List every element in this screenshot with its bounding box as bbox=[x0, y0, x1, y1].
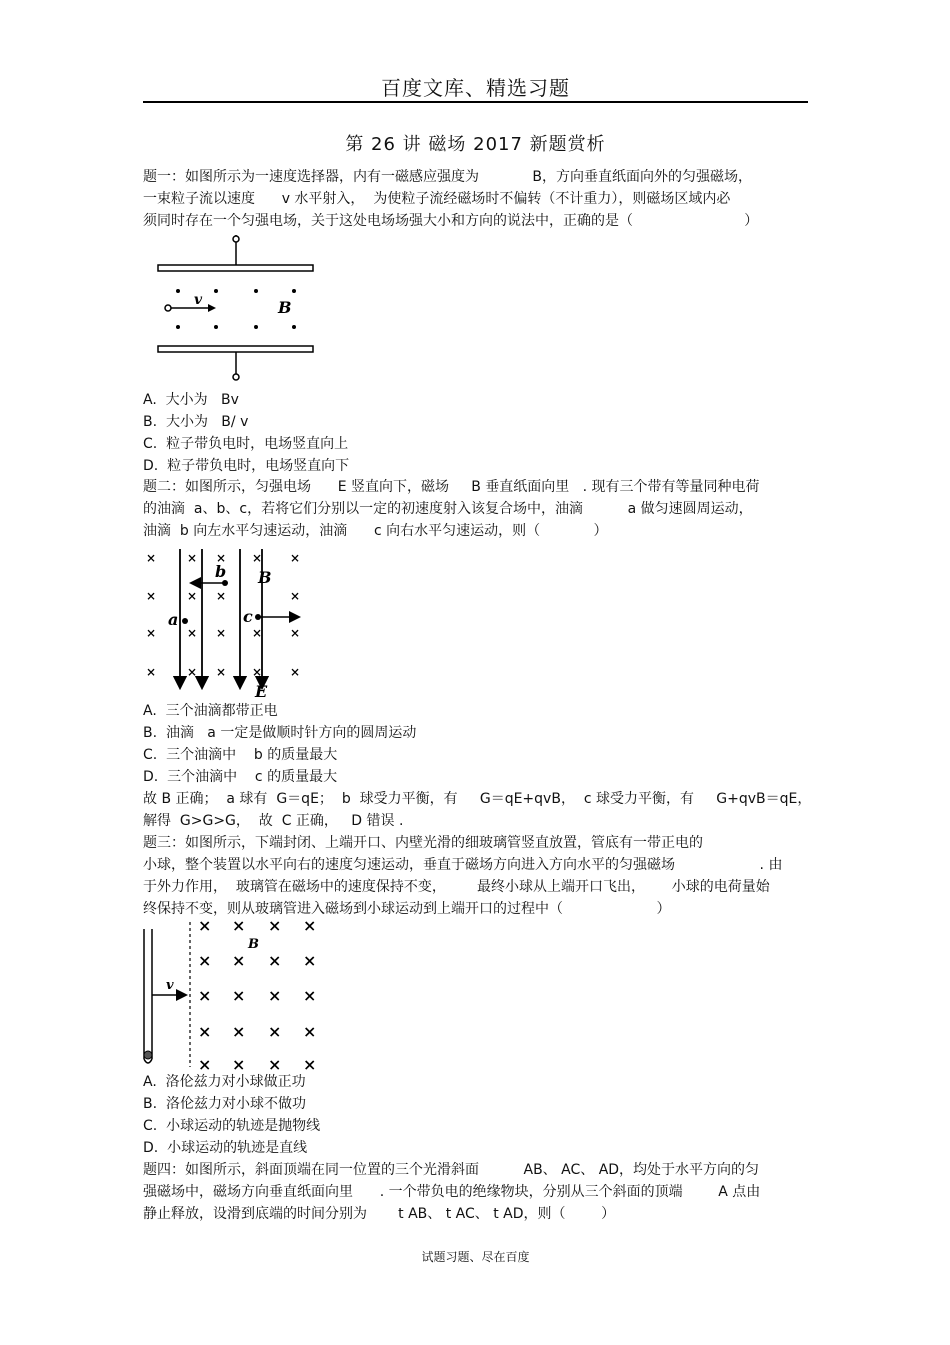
q2-line: 题二：如图所示，匀强电场 E 竖直向下，磁场 B 垂直纸面向里 . 现有三个带有等量同种电荷 bbox=[143, 479, 760, 495]
velocity-selector-figure bbox=[150, 233, 320, 383]
fig1-B-label: B bbox=[278, 298, 292, 317]
q3-line: 终保持不变，则从玻璃管进入磁场到小球运动到上端开口的过程中（ ） bbox=[143, 901, 671, 917]
page-footer: 试题习题、尽在百度 bbox=[421, 1250, 530, 1264]
fig3-B-label: B bbox=[248, 937, 259, 952]
svg-text:×: × bbox=[198, 1022, 212, 1041]
svg-text:×: × bbox=[303, 986, 317, 1005]
glass-tube-figure bbox=[140, 917, 325, 1072]
q2-option-b: B. 油滴 a 一定是做顺时针方向的圆周运动 bbox=[143, 725, 417, 741]
q2-answer: 故 B 正确； a 球有 G＝qE； b 球受力平衡，有 G＝qE+qvB， c 球受力平衡，有 G+qvB＝qE， bbox=[143, 791, 812, 807]
svg-text:×: × bbox=[187, 551, 198, 565]
q1-option-b: B. 大小为 B/ v bbox=[143, 414, 249, 430]
svg-text:×: × bbox=[146, 551, 157, 565]
svg-text:×: × bbox=[303, 917, 317, 935]
svg-text:×: × bbox=[268, 1022, 282, 1041]
svg-text:×: × bbox=[252, 665, 263, 679]
svg-text:×: × bbox=[268, 1055, 282, 1072]
q1-line: 须同时存在一个匀强电场，关于这处电场场强大小和方向的说法中，正确的是（ ） bbox=[143, 213, 759, 229]
fig2-b-label: b bbox=[215, 562, 227, 581]
svg-text:×: × bbox=[268, 951, 282, 970]
page-title: 第 26 讲 磁场 2017 新题赏析 bbox=[345, 134, 606, 155]
q3-line: 小球，整个装置以水平向右的速度匀速运动，垂直于磁场方向进入方向水平的匀强磁场 . 由 bbox=[143, 857, 783, 873]
fig3-v-label: v bbox=[166, 978, 174, 993]
q4-line: 题四：如图所示，斜面顶端在同一位置的三个光滑斜面 AB、 AC、 AD，均处于水平方向的匀 bbox=[143, 1162, 760, 1178]
svg-text:×: × bbox=[216, 665, 227, 679]
svg-text:×: × bbox=[146, 589, 157, 603]
oil-drop-figure bbox=[140, 545, 315, 700]
svg-text:×: × bbox=[187, 626, 198, 640]
q3-option-c: C. 小球运动的轨迹是抛物线 bbox=[143, 1118, 321, 1134]
svg-text:×: × bbox=[232, 951, 246, 970]
q2-line: 的油滴 a、b、c，若将它们分别以一定的初速度射入该复合场中，油滴 a 做匀速圆周运动， bbox=[143, 501, 753, 517]
svg-text:×: × bbox=[252, 551, 263, 565]
q3-option-a: A. 洛伦兹力对小球做正功 bbox=[143, 1074, 306, 1090]
svg-text:×: × bbox=[303, 1022, 317, 1041]
fig2-c-label: c bbox=[243, 607, 253, 626]
q3-option-d: D. 小球运动的轨迹是直线 bbox=[143, 1140, 308, 1156]
svg-text:×: × bbox=[252, 626, 263, 640]
svg-text:×: × bbox=[198, 1055, 212, 1072]
svg-text:×: × bbox=[198, 917, 212, 935]
q1-option-a: A. 大小为 Bv bbox=[143, 392, 239, 408]
fig2-E-label: E bbox=[255, 682, 268, 700]
svg-text:×: × bbox=[216, 551, 227, 565]
q1-line: 一束粒子流以速度 v 水平射入， 为使粒子流经磁场时不偏转（不计重力），则磁场区域内必 bbox=[143, 191, 731, 207]
q4-line: 静止释放，设滑到底端的时间分别为 t AB、 t AC、 t AD，则（ ） bbox=[143, 1206, 616, 1222]
svg-text:×: × bbox=[232, 1022, 246, 1041]
svg-text:×: × bbox=[268, 986, 282, 1005]
svg-text:×: × bbox=[290, 589, 301, 603]
fig1-v-label: v bbox=[194, 292, 203, 308]
svg-text:×: × bbox=[187, 665, 198, 679]
svg-text:×: × bbox=[187, 589, 198, 603]
q3-option-b: B. 洛伦兹力对小球不做功 bbox=[143, 1096, 306, 1112]
svg-text:×: × bbox=[198, 951, 212, 970]
svg-text:×: × bbox=[198, 986, 212, 1005]
q1-option-c: C. 粒子带负电时，电场竖直向上 bbox=[143, 436, 349, 452]
svg-text:×: × bbox=[216, 626, 227, 640]
q2-answer: 解得 G>G>G， 故 C 正确， D 错误 . bbox=[143, 813, 404, 829]
header-rule bbox=[143, 101, 808, 103]
q2-line: 油滴 b 向左水平匀速运动，油滴 c 向右水平匀速运动，则（ ） bbox=[143, 523, 608, 539]
q2-option-a: A. 三个油滴都带正电 bbox=[143, 703, 278, 719]
svg-text:×: × bbox=[146, 626, 157, 640]
svg-text:×: × bbox=[303, 951, 317, 970]
svg-text:×: × bbox=[303, 1055, 317, 1072]
q2-option-c: C. 三个油滴中 b 的质量最大 bbox=[143, 747, 338, 763]
svg-text:×: × bbox=[146, 665, 157, 679]
svg-text:×: × bbox=[216, 589, 227, 603]
q1-option-d: D. 粒子带负电时，电场竖直向下 bbox=[143, 458, 350, 474]
q3-line: 题三：如图所示，下端封闭、上端开口、内壁光滑的细玻璃管竖直放置，管底有一带正电的 bbox=[143, 835, 703, 851]
svg-text:×: × bbox=[232, 1055, 246, 1072]
fig2-a-label: a bbox=[168, 610, 179, 629]
page-header: 百度文库、精选习题 bbox=[381, 76, 570, 100]
svg-text:×: × bbox=[290, 665, 301, 679]
svg-text:×: × bbox=[232, 986, 246, 1005]
q3-line: 于外力作用， 玻璃管在磁场中的速度保持不变， 最终小球从上端开口飞出， 小球的电荷量始 bbox=[143, 879, 770, 895]
q4-line: 强磁场中，磁场方向垂直纸面向里 . 一个带负电的绝缘物块，分别从三个斜面的顶端 A 点由 bbox=[143, 1184, 761, 1200]
svg-text:×: × bbox=[232, 917, 246, 935]
q1-line: 题一：如图所示为一速度选择器，内有一磁感应强度为 B，方向垂直纸面向外的匀强磁场， bbox=[143, 169, 753, 185]
q2-option-d: D. 三个油滴中 c 的质量最大 bbox=[143, 769, 338, 785]
svg-text:×: × bbox=[268, 917, 282, 935]
fig2-B-label: B bbox=[258, 568, 272, 587]
svg-text:×: × bbox=[290, 551, 301, 565]
svg-text:×: × bbox=[290, 626, 301, 640]
